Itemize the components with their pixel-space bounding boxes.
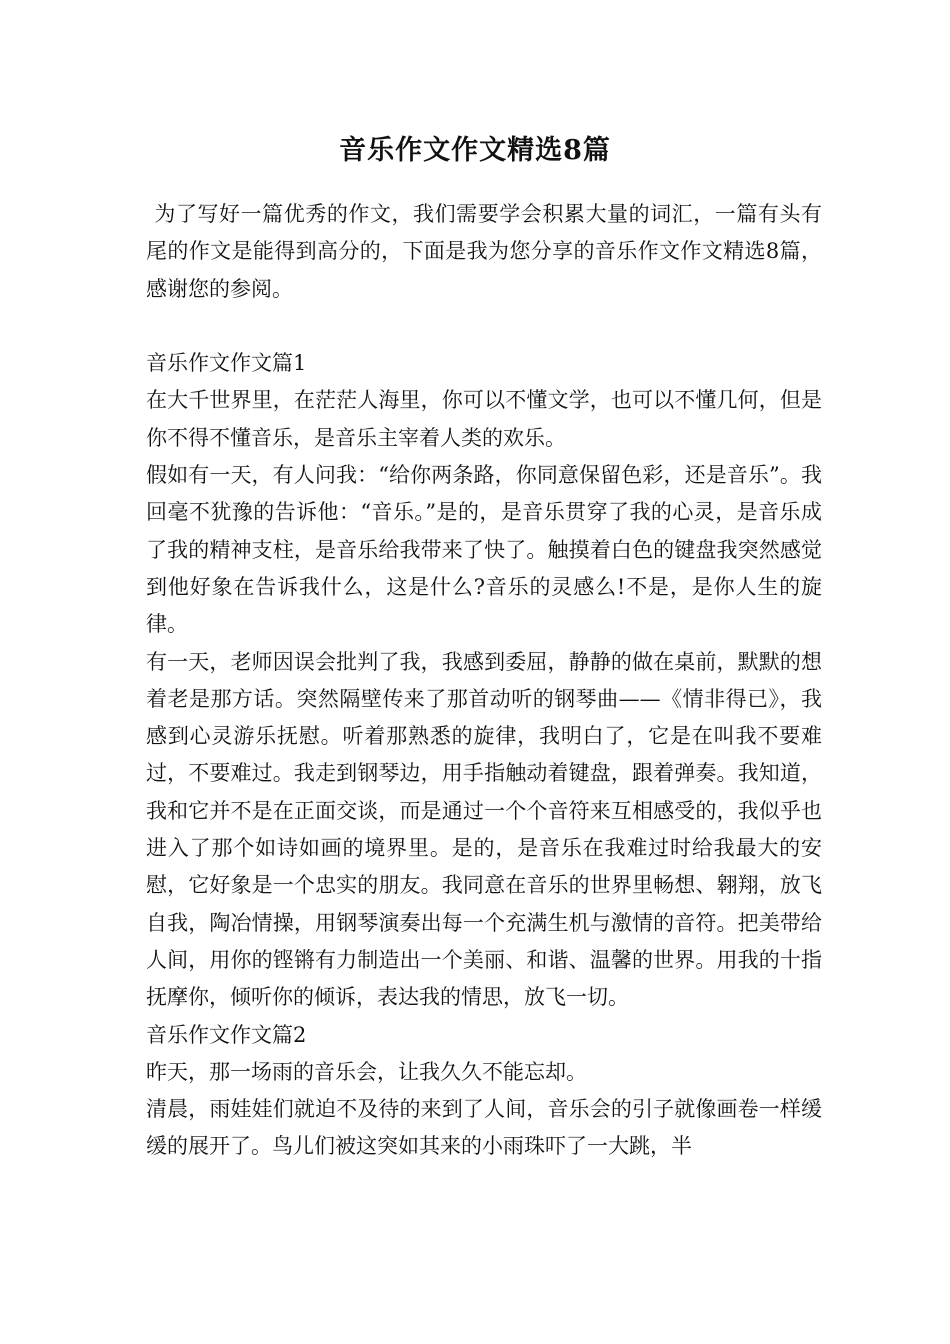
section2-paragraph-1: 昨天，那一场雨的音乐会，让我久久不能忘却。 bbox=[146, 1059, 587, 1084]
section-heading-2: 音乐作文作文篇2 bbox=[146, 1022, 307, 1047]
document-title: 音乐作文作文精选8篇 bbox=[339, 135, 611, 166]
section1-paragraph-3: 有一天，老师因误会批判了我，我感到委屈，静静的做在桌前，默默的想着老是那方话。突然隔壁传来了那首动听的钢琴曲——《情非得已》，我感到心灵游乐抚慰。听着那熟悉的旋律，我明白了，它是在叫我不要难过，不要难过。我走到钢琴边，用手指触动着键盘，跟着弹奏。我知道，我和它并不是在正面交谈，而是通过一个个音符来互相感受的，我似乎也进入了那个如诗如画的境界里。是的，是音乐在我难过时给我最大的安慰，它好象是一个忠实的朋友。我同意在音乐的世界里畅想、翱翔，放飞自我，陶冶情操，用钢琴演奏出每一个充满生机与激情的音符。把美带给人间，用你的铿锵有力制造出一个美丽、和谐、温馨的世界。用我的十指抚摩你，倾听你的倾诉，表达我的情思，放飞一切。 bbox=[146, 649, 822, 1010]
document-body bbox=[146, 196, 822, 1166]
section-heading-1: 音乐作文作文篇1 bbox=[146, 351, 307, 376]
intro-paragraph: 为了写好一篇优秀的作文，我们需要学会积累大量的词汇，一篇有头有尾的作文是能得到高分的，下面是我为您分享的音乐作文作文精选8篇，感谢您的参阅。 bbox=[146, 202, 822, 301]
paragraph-spacer bbox=[146, 308, 822, 345]
section1-paragraph-1: 在大千世界里，在茫茫人海里，你可以不懂文学，也可以不懂几何，但是你不得不懂音乐，是音乐主宰着人类的欢乐。 bbox=[146, 388, 822, 450]
section2-paragraph-2: 清晨，雨娃娃们就迫不及待的来到了人间，音乐会的引子就像画卷一样缓缓的展开了。鸟儿们被这突如其来的小雨珠吓了一大跳，半 bbox=[146, 1097, 822, 1159]
section1-paragraph-2: 假如有一天，有人问我：“给你两条路，你同意保留色彩，还是音乐”。我回毫不犹豫的告诉他：“音乐。”是的，是音乐贯穿了我的心灵，是音乐成了我的精神支柱，是音乐给我带来了快了。触摸着白色的键盘我突然感觉到他好象在告诉我什么，这是什么?音乐的灵感么!不是，是你人生的旋律。 bbox=[146, 463, 822, 637]
